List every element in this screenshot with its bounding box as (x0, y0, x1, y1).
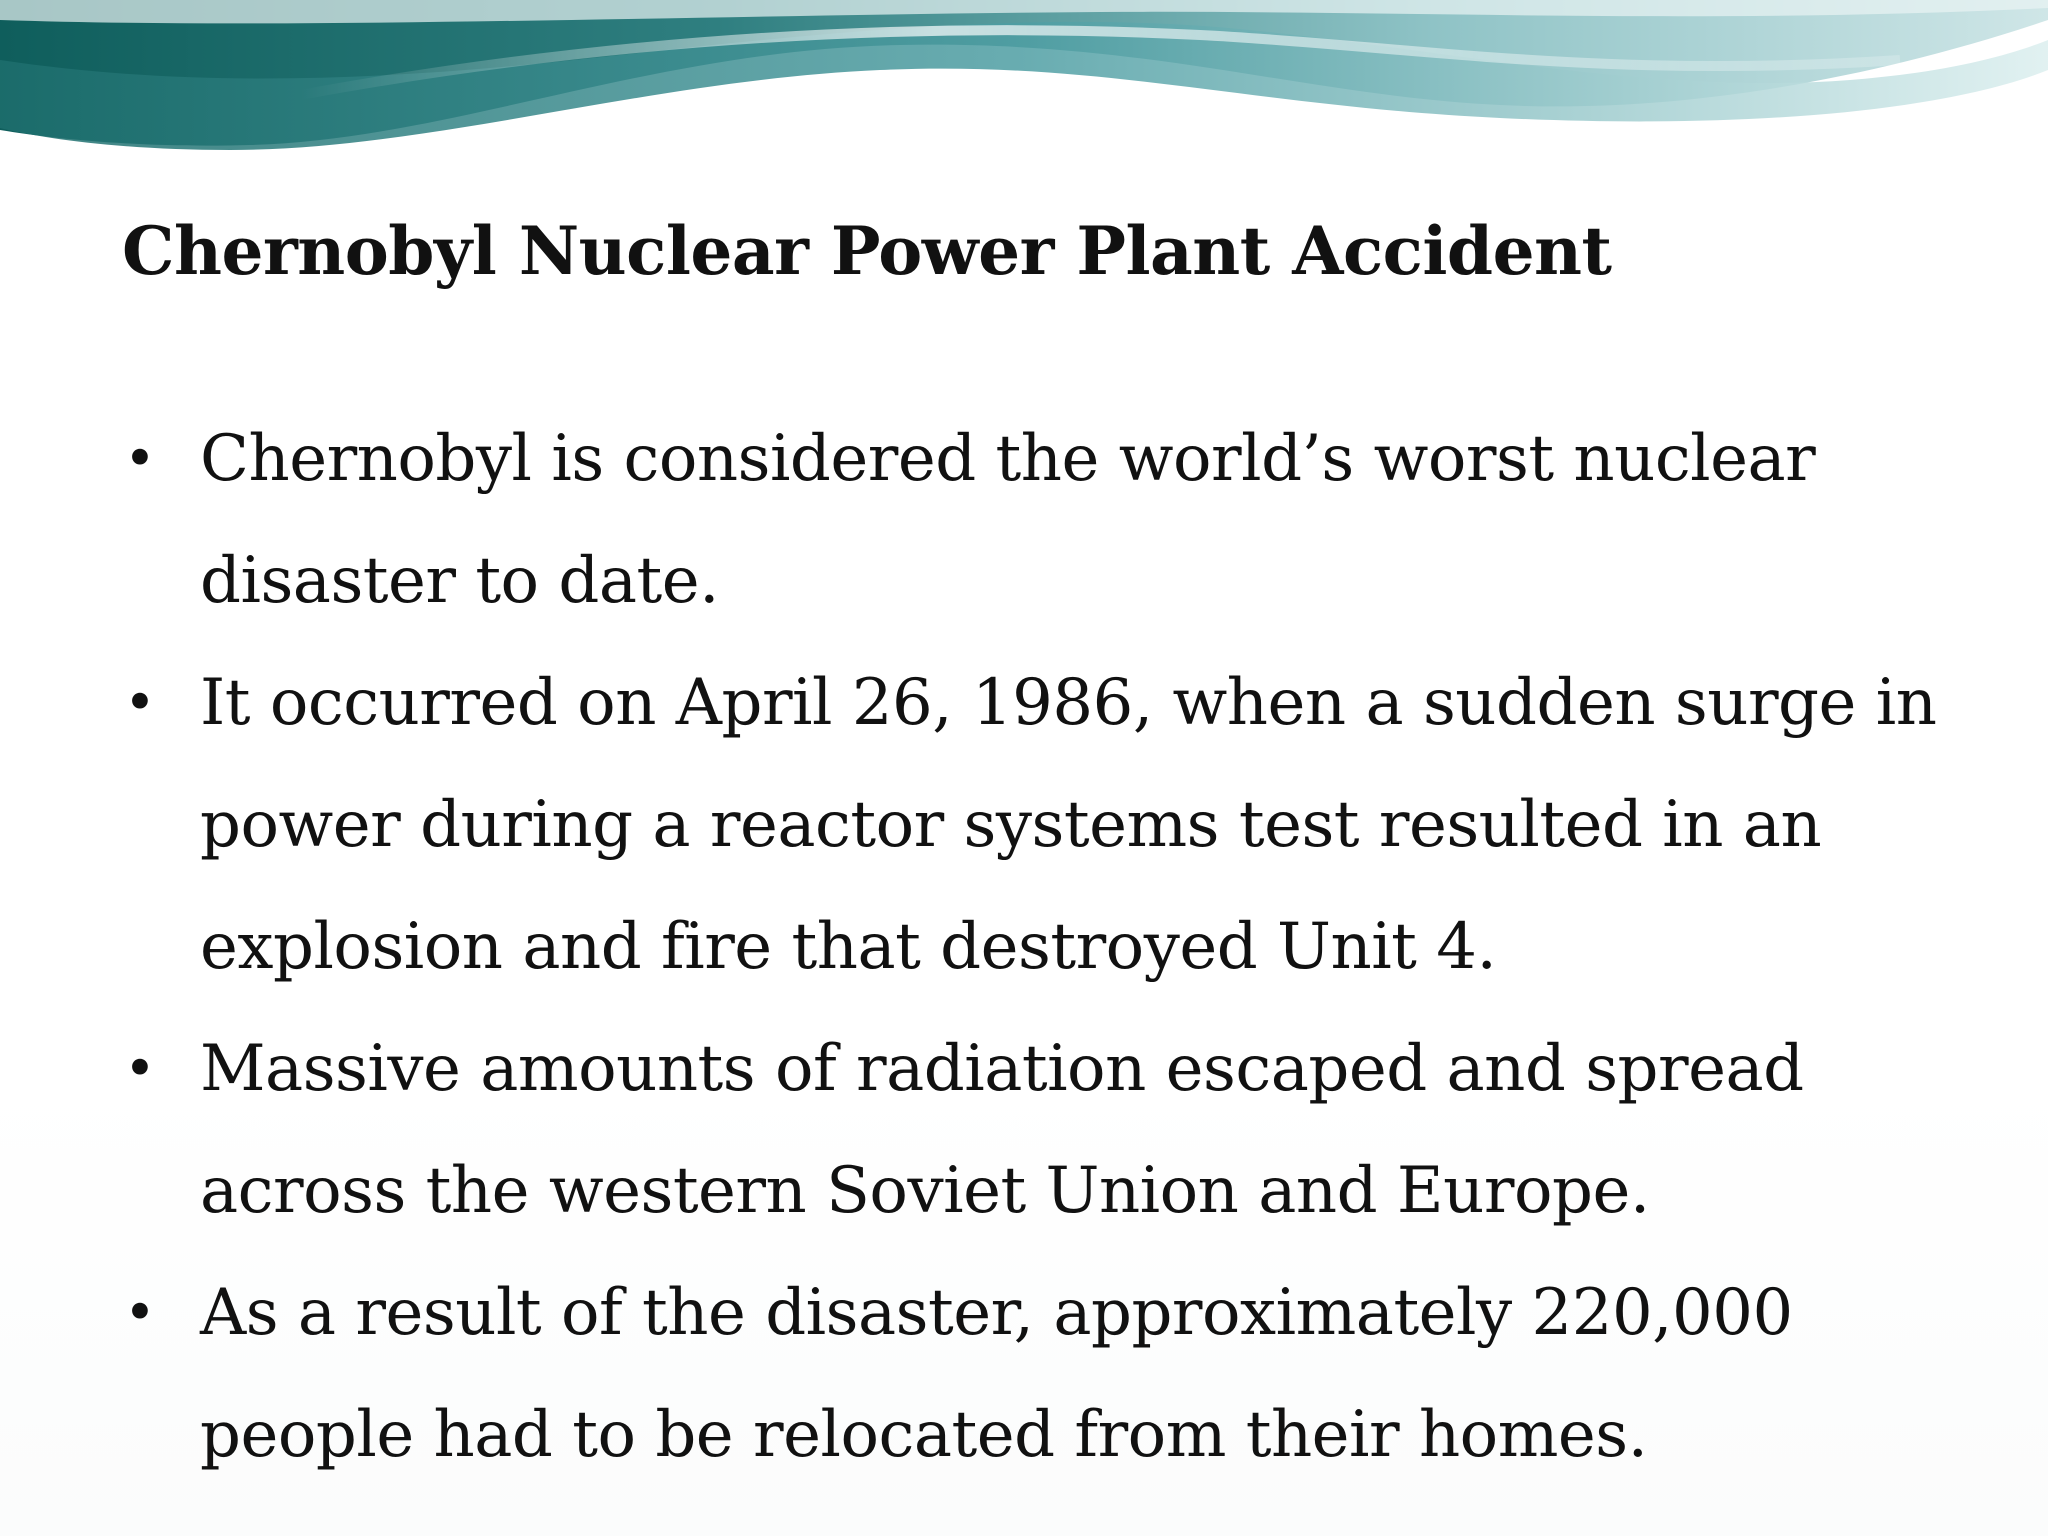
bullet-text: It occurred on April 26, 1986, when a sudden surge in power during a reactor systems test resulted in an explosion and fire that destroyed Unit 4. (200, 666, 1937, 984)
bullet-item-1 (122, 398, 2002, 642)
bullet-list (122, 398, 2002, 1496)
bullet-icon: • (124, 1037, 156, 1100)
bullet-text: As a result of the disaster, approximately 220,000 people had to be relocated from their homes. (200, 1276, 1793, 1472)
bullet-text: Chernobyl is considered the world’s worst nuclear disaster to date. (200, 422, 1816, 618)
slide-title: Chernobyl Nuclear Power Plant Accident (122, 212, 1612, 290)
bullet-item-2 (122, 642, 2002, 1008)
wave-banner-decoration (0, 0, 2048, 160)
bullet-icon: • (124, 1281, 156, 1344)
bullet-item-4 (122, 1252, 2002, 1496)
bullet-icon: • (124, 671, 156, 734)
bullet-icon: • (124, 427, 156, 490)
bullet-text: Massive amounts of radiation escaped and spread across the western Soviet Union and Europe. (200, 1032, 1804, 1228)
bullet-item-3 (122, 1008, 2002, 1252)
